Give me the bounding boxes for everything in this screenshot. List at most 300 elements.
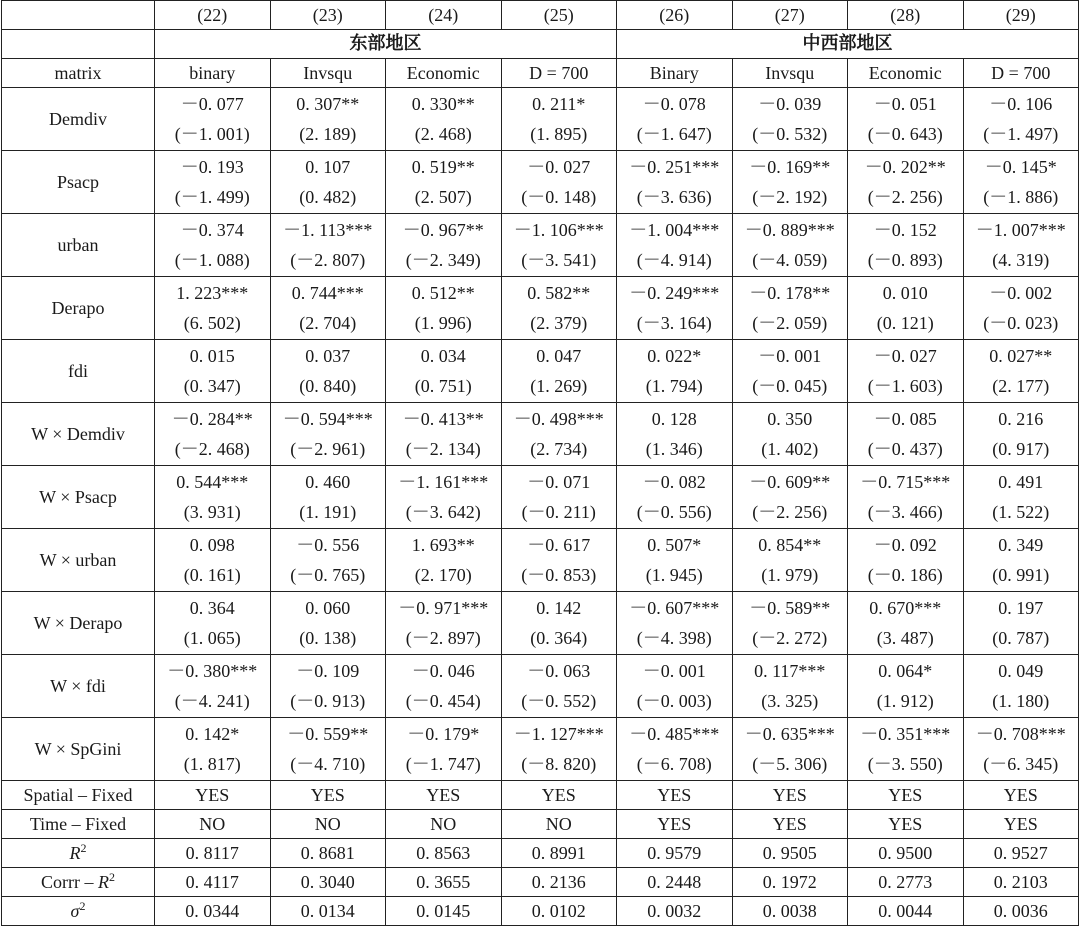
estimate-cell: [848, 88, 964, 151]
coefficient: －0. 249***: [629, 283, 720, 303]
row-label: urban: [2, 214, 155, 277]
estimate-cell: [848, 340, 964, 403]
estimate-cell: [386, 88, 502, 151]
table-row: [2, 655, 1079, 718]
estimate-cell: [617, 529, 733, 592]
coefficient: 0. 142*: [185, 724, 240, 744]
matrix-type: Economic: [386, 59, 502, 88]
t-statistic: (－3. 466): [867, 502, 943, 522]
coefficient: －0. 351***: [860, 724, 951, 744]
row-label: Derapo: [2, 277, 155, 340]
coefficient: 0. 582**: [527, 283, 591, 303]
table-row: [2, 403, 1079, 466]
coefficient: －0. 046: [411, 661, 475, 681]
estimate-cell: [848, 151, 964, 214]
coefficient: 0. 037: [305, 346, 351, 366]
estimate-cell: [386, 466, 502, 529]
estimate-cell: [848, 529, 964, 592]
estimate-cell: [963, 340, 1079, 403]
estimate-cell: [732, 529, 848, 592]
coefficient: －0. 889***: [744, 220, 835, 240]
t-statistic: (－2. 256): [867, 187, 943, 207]
coefficient: －0. 715***: [860, 472, 951, 492]
stat-label-superscript: 2: [109, 870, 115, 884]
coefficient: －0. 145*: [984, 157, 1057, 177]
coefficient: －1. 113***: [283, 220, 373, 240]
estimate-cell: [386, 655, 502, 718]
estimate-cell: [501, 403, 617, 466]
t-statistic: (－0. 211): [521, 502, 596, 522]
fixed-effect-value: YES: [155, 781, 271, 810]
estimate-cell: [270, 592, 386, 655]
statistic-value: 0. 9579: [617, 839, 733, 868]
estimate-cell: [270, 340, 386, 403]
estimate-cell: [617, 88, 733, 151]
t-statistic: (－0. 454): [405, 691, 481, 711]
t-statistic: (1. 945): [645, 565, 703, 585]
table-row: [2, 88, 1079, 151]
t-statistic: (－2. 468): [174, 439, 250, 459]
column-number: (27): [732, 1, 848, 30]
fixed-effect-value: YES: [963, 810, 1079, 839]
coefficient: －0. 374: [180, 220, 244, 240]
estimate-cell: [732, 466, 848, 529]
matrix-type: Invsqu: [270, 59, 386, 88]
stat-label-symbol: R: [98, 872, 109, 892]
estimate-cell: [270, 88, 386, 151]
t-statistic: (－1. 499): [174, 187, 250, 207]
t-statistic: (－0. 532): [752, 124, 828, 144]
stat-label-symbol: σ: [70, 901, 80, 921]
row-label: Spatial – Fixed: [2, 781, 155, 810]
t-statistic: (－0. 003): [636, 691, 712, 711]
fixed-effect-value: YES: [617, 810, 733, 839]
coefficient: 1. 223***: [176, 283, 249, 303]
estimate-cell: [963, 151, 1079, 214]
table-row: [2, 277, 1079, 340]
column-number: (22): [155, 1, 271, 30]
row-label: Psacp: [2, 151, 155, 214]
t-statistic: (1. 895): [530, 124, 588, 144]
estimate-cell: [963, 466, 1079, 529]
stat-label-superscript: 2: [79, 899, 86, 913]
estimate-cell: [386, 214, 502, 277]
t-statistic: (1. 979): [761, 565, 819, 585]
estimate-cell: [617, 214, 733, 277]
matrix-row: [2, 59, 1079, 88]
estimate-cell: [270, 214, 386, 277]
column-number: (23): [270, 1, 386, 30]
t-statistic: (－0. 643): [867, 124, 943, 144]
stat-label-prefix: Corrr –: [41, 872, 98, 892]
estimate-cell: [617, 277, 733, 340]
estimate-cell: [155, 277, 271, 340]
coefficient: 0. 460: [305, 472, 351, 492]
fixed-effect-value: YES: [732, 810, 848, 839]
stat-label-superscript: 2: [80, 841, 87, 855]
estimate-cell: [848, 466, 964, 529]
matrix-type: Binary: [617, 59, 733, 88]
estimate-cell: [155, 340, 271, 403]
matrix-type: D = 700: [963, 59, 1079, 88]
t-statistic: (－2. 807): [290, 250, 366, 270]
t-statistic: (1. 817): [183, 754, 241, 774]
estimate-cell: [270, 718, 386, 781]
coefficient: －0. 152: [873, 220, 937, 240]
t-statistic: (2. 507): [414, 187, 472, 207]
estimate-cell: [963, 214, 1079, 277]
t-statistic: (2. 189): [299, 124, 357, 144]
estimate-cell: [270, 655, 386, 718]
t-statistic: (－0. 023): [983, 313, 1059, 333]
t-statistic: (－2. 256): [752, 502, 828, 522]
fixed-effect-value: YES: [848, 810, 964, 839]
t-statistic: (1. 191): [299, 502, 357, 522]
coefficient: 0. 307**: [296, 94, 360, 114]
t-statistic: (1. 346): [645, 439, 703, 459]
coefficient: －1. 106***: [513, 220, 604, 240]
coefficient: －1. 161***: [398, 472, 489, 492]
row-label: fdi: [2, 340, 155, 403]
estimate-cell: [386, 529, 502, 592]
t-statistic: (－0. 148): [521, 187, 597, 207]
t-statistic: (2. 704): [299, 313, 357, 333]
coefficient: 0. 049: [998, 661, 1044, 681]
estimate-cell: [617, 403, 733, 466]
coefficient: －0. 589**: [749, 598, 831, 618]
coefficient: －0. 001: [642, 661, 706, 681]
statistic-value: 0. 0134: [270, 897, 386, 926]
statistic-value: 0. 0032: [617, 897, 733, 926]
coefficient: 0. 098: [189, 535, 235, 555]
statistic-value: 0. 0102: [501, 897, 617, 926]
coefficient: －1. 127***: [513, 724, 604, 744]
matrix-type: Economic: [848, 59, 964, 88]
coefficient: 0. 491: [998, 472, 1044, 492]
statistic-row: [2, 839, 1079, 868]
fixed-effect-value: NO: [386, 810, 502, 839]
t-statistic: (－4. 710): [290, 754, 366, 774]
t-statistic: (0. 840): [299, 376, 357, 396]
estimate-cell: [963, 403, 1079, 466]
statistic-value: 0. 2103: [963, 868, 1079, 897]
estimate-cell: [386, 592, 502, 655]
estimate-cell: [270, 277, 386, 340]
row-label: W × fdi: [2, 655, 155, 718]
estimate-cell: [155, 88, 271, 151]
t-statistic: (－1. 747): [405, 754, 481, 774]
coefficient: －0. 559**: [287, 724, 369, 744]
coefficient: －0. 071: [527, 472, 591, 492]
coefficient: －0. 708***: [975, 724, 1066, 744]
estimate-cell: [501, 340, 617, 403]
estimate-cell: [386, 340, 502, 403]
coefficient: 0. 854**: [758, 535, 822, 555]
row-label: Demdiv: [2, 88, 155, 151]
coefficient: －0. 193: [180, 157, 244, 177]
statistic-value: 0. 3040: [270, 868, 386, 897]
t-statistic: (－0. 186): [867, 565, 943, 585]
t-statistic: (3. 487): [876, 628, 934, 648]
coefficient: －0. 027: [527, 157, 591, 177]
estimate-cell: [155, 592, 271, 655]
coefficient: －0. 635***: [744, 724, 835, 744]
t-statistic: (0. 364): [530, 628, 588, 648]
estimate-cell: [732, 277, 848, 340]
coefficient: 0. 064*: [878, 661, 933, 681]
estimate-cell: [617, 340, 733, 403]
estimate-cell: [848, 718, 964, 781]
coefficient: 0. 060: [305, 598, 351, 618]
t-statistic: (2. 379): [530, 313, 588, 333]
fixed-effect-value: YES: [386, 781, 502, 810]
estimate-cell: [732, 655, 848, 718]
estimate-cell: [501, 88, 617, 151]
t-statistic: (－3. 642): [405, 502, 481, 522]
regression-table: [1, 0, 1079, 926]
column-number: (25): [501, 1, 617, 30]
t-statistic: (1. 912): [876, 691, 934, 711]
row-label: W × urban: [2, 529, 155, 592]
statistic-value: 0. 9527: [963, 839, 1079, 868]
estimate-cell: [270, 529, 386, 592]
coefficient: －0. 109: [296, 661, 360, 681]
row-label: [2, 897, 155, 926]
row-label: Time – Fixed: [2, 810, 155, 839]
coefficient: 0. 117***: [754, 661, 826, 681]
coefficient: －0. 413**: [402, 409, 484, 429]
estimate-cell: [617, 466, 733, 529]
estimate-cell: [617, 718, 733, 781]
estimate-cell: [963, 88, 1079, 151]
t-statistic: (－4. 241): [174, 691, 250, 711]
coefficient: －0. 617: [527, 535, 591, 555]
estimate-cell: [732, 214, 848, 277]
column-number-row: [2, 1, 1079, 30]
t-statistic: (2. 468): [414, 124, 472, 144]
estimate-cell: [963, 529, 1079, 592]
fixed-effect-value: NO: [155, 810, 271, 839]
coefficient: －0. 092: [873, 535, 937, 555]
fixed-effect-value: YES: [617, 781, 733, 810]
estimate-cell: [848, 592, 964, 655]
coefficient: 0. 211*: [532, 94, 586, 114]
t-statistic: (－0. 045): [752, 376, 828, 396]
estimate-cell: [963, 277, 1079, 340]
t-statistic: (1. 402): [761, 439, 819, 459]
coefficient: －0. 082: [642, 472, 706, 492]
table-row: [2, 718, 1079, 781]
t-statistic: (－2. 897): [405, 628, 481, 648]
t-statistic: (－1. 088): [174, 250, 250, 270]
estimate-cell: [732, 403, 848, 466]
statistic-value: 0. 0145: [386, 897, 502, 926]
coefficient: －0. 251***: [629, 157, 720, 177]
coefficient: 0. 022*: [647, 346, 702, 366]
t-statistic: (0. 751): [414, 376, 472, 396]
t-statistic: (0. 347): [183, 376, 241, 396]
row-label: W × SpGini: [2, 718, 155, 781]
coefficient: 0. 197: [998, 598, 1044, 618]
t-statistic: (－4. 914): [636, 250, 712, 270]
estimate-cell: [848, 277, 964, 340]
coefficient: 0. 107: [305, 157, 351, 177]
coefficient: 0. 010: [882, 283, 928, 303]
row-label: [2, 839, 155, 868]
estimate-cell: [732, 151, 848, 214]
coefficient: －0. 002: [989, 283, 1053, 303]
table-row: [2, 592, 1079, 655]
estimate-cell: [617, 151, 733, 214]
coefficient: －0. 077: [180, 94, 244, 114]
estimate-cell: [848, 214, 964, 277]
t-statistic: (2. 177): [992, 376, 1050, 396]
t-statistic: (－2. 192): [752, 187, 828, 207]
t-statistic: (－1. 001): [174, 124, 250, 144]
t-statistic: (－4. 059): [752, 250, 828, 270]
estimate-cell: [501, 718, 617, 781]
coefficient: －0. 039: [758, 94, 822, 114]
estimate-cell: [963, 592, 1079, 655]
column-number: (28): [848, 1, 964, 30]
coefficient: 0. 744***: [291, 283, 364, 303]
coefficient: 0. 027**: [989, 346, 1053, 366]
t-statistic: (0. 482): [299, 187, 357, 207]
t-statistic: (－0. 556): [636, 502, 712, 522]
coefficient: －0. 078: [642, 94, 706, 114]
t-statistic: (0. 121): [876, 313, 934, 333]
fixed-effect-value: YES: [732, 781, 848, 810]
matrix-type: Invsqu: [732, 59, 848, 88]
coefficient: 0. 128: [651, 409, 697, 429]
estimate-cell: [501, 529, 617, 592]
estimate-cell: [501, 592, 617, 655]
statistic-value: 0. 9500: [848, 839, 964, 868]
coefficient: －0. 967**: [402, 220, 484, 240]
t-statistic: (－0. 853): [521, 565, 597, 585]
fixed-effect-value: YES: [963, 781, 1079, 810]
coefficient: 0. 142: [536, 598, 582, 618]
estimate-cell: [386, 277, 502, 340]
coefficient: 0. 670***: [869, 598, 942, 618]
t-statistic: (6. 502): [183, 313, 241, 333]
coefficient: －0. 971***: [398, 598, 489, 618]
statistic-value: 0. 8681: [270, 839, 386, 868]
estimate-cell: [848, 655, 964, 718]
t-statistic: (1. 065): [183, 628, 241, 648]
row-label: [2, 868, 155, 897]
estimate-cell: [501, 655, 617, 718]
t-statistic: (－2. 134): [405, 439, 481, 459]
t-statistic: (－2. 059): [752, 313, 828, 333]
t-statistic: (－3. 541): [521, 250, 597, 270]
estimate-cell: [501, 466, 617, 529]
t-statistic: (－1. 886): [983, 187, 1059, 207]
coefficient: －0. 380***: [167, 661, 258, 681]
estimate-cell: [848, 403, 964, 466]
statistic-row: [2, 897, 1079, 926]
region-row: [2, 30, 1079, 59]
t-statistic: (－2. 349): [405, 250, 481, 270]
estimate-cell: [732, 88, 848, 151]
statistic-value: 0. 8117: [155, 839, 271, 868]
t-statistic: (－4. 398): [636, 628, 712, 648]
table-row: [2, 214, 1079, 277]
coefficient: －0. 169**: [749, 157, 831, 177]
t-statistic: (0. 138): [299, 628, 357, 648]
coefficient: －0. 027: [873, 346, 937, 366]
t-statistic: (0. 917): [992, 439, 1050, 459]
t-statistic: (－1. 497): [983, 124, 1059, 144]
coefficient: －0. 179*: [407, 724, 480, 744]
t-statistic: (－2. 272): [752, 628, 828, 648]
statistic-value: 0. 2773: [848, 868, 964, 897]
fixed-effect-row: [2, 810, 1079, 839]
t-statistic: (－6. 708): [636, 754, 712, 774]
t-statistic: (2. 170): [414, 565, 472, 585]
estimate-cell: [386, 403, 502, 466]
estimate-cell: [386, 151, 502, 214]
coefficient: －0. 051: [873, 94, 937, 114]
coefficient: －0. 284**: [171, 409, 253, 429]
t-statistic: (0. 787): [992, 628, 1050, 648]
statistic-value: 0. 0044: [848, 897, 964, 926]
estimate-cell: [501, 151, 617, 214]
coefficient: 0. 350: [767, 409, 813, 429]
estimate-cell: [732, 718, 848, 781]
coefficient: 0. 349: [998, 535, 1044, 555]
t-statistic: (1. 269): [530, 376, 588, 396]
estimate-cell: [155, 466, 271, 529]
t-statistic: (－3. 636): [636, 187, 712, 207]
matrix-type: binary: [155, 59, 271, 88]
t-statistic: (－8. 820): [521, 754, 597, 774]
t-statistic: (－0. 913): [290, 691, 366, 711]
statistic-value: 0. 0036: [963, 897, 1079, 926]
column-number: (26): [617, 1, 733, 30]
fixed-effect-value: YES: [501, 781, 617, 810]
column-number: (29): [963, 1, 1079, 30]
column-number: (24): [386, 1, 502, 30]
statistic-value: 0. 2136: [501, 868, 617, 897]
table-row: [2, 466, 1079, 529]
estimate-cell: [732, 340, 848, 403]
t-statistic: (－0. 765): [290, 565, 366, 585]
t-statistic: (0. 161): [183, 565, 241, 585]
estimate-cell: [155, 529, 271, 592]
estimate-cell: [270, 403, 386, 466]
estimate-cell: [270, 151, 386, 214]
coefficient: －0. 001: [758, 346, 822, 366]
t-statistic: (－2. 961): [290, 439, 366, 459]
statistic-row: [2, 868, 1079, 897]
row-label: W × Psacp: [2, 466, 155, 529]
fixed-effect-value: YES: [848, 781, 964, 810]
t-statistic: (3. 325): [761, 691, 819, 711]
coefficient: 0. 015: [189, 346, 235, 366]
row-label: W × Demdiv: [2, 403, 155, 466]
t-statistic: (－6. 345): [983, 754, 1059, 774]
estimate-cell: [617, 592, 733, 655]
coefficient: －0. 106: [989, 94, 1053, 114]
group-midwest-header: 中西部地区: [617, 30, 1079, 59]
coefficient: －0. 178**: [749, 283, 831, 303]
table-row: [2, 151, 1079, 214]
t-statistic: (－1. 647): [636, 124, 712, 144]
t-statistic: (1. 180): [992, 691, 1050, 711]
estimate-cell: [501, 214, 617, 277]
coefficient: 0. 034: [420, 346, 466, 366]
